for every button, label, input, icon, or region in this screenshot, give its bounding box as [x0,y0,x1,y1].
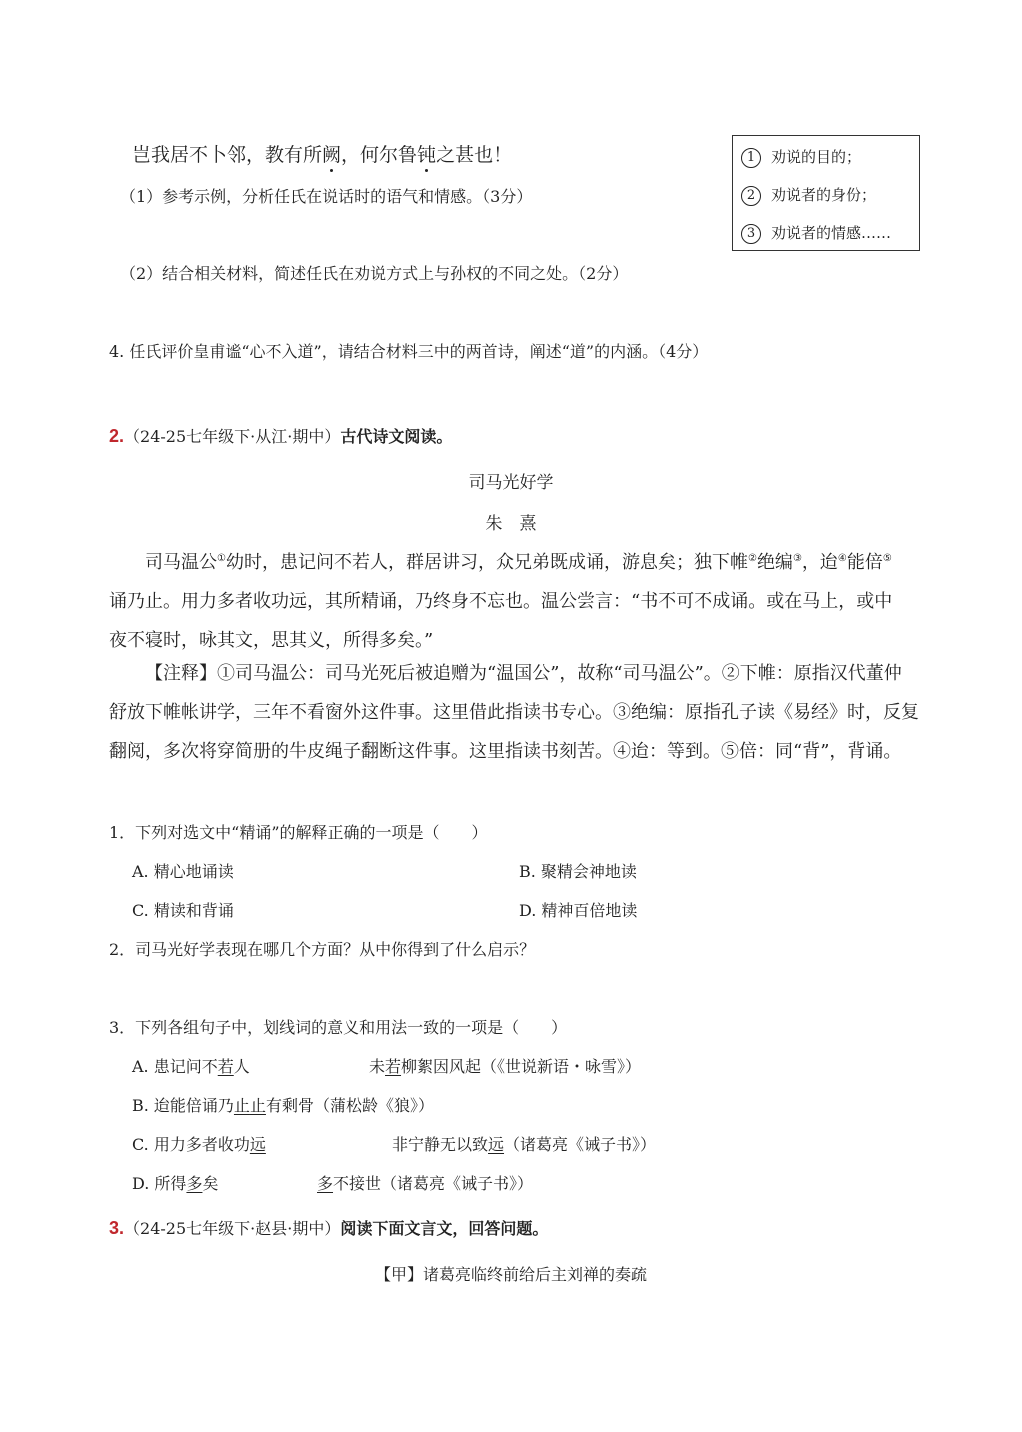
question-1-1: （1）参考示例，分析任氏在说话时的语气和情感。（3分） [120,187,533,206]
q3-option-a-left: A. 患记问不若人 [132,1057,250,1076]
section-3-header [109,1216,548,1239]
hint-item-3 [741,222,891,244]
hint-text-2: 劝说者的身份； [771,186,877,204]
passage-author: 朱 熹 [485,514,537,534]
circle-number-3: 3 [741,224,761,244]
q3-option-c-left: C. 用力多者收功远 [132,1135,266,1154]
passage-body [109,539,919,660]
passage-line-3: 夜不寝时，咏其文，思其义，所得多矣。” [109,630,434,651]
hint-box [732,135,920,251]
passage-line-1: 司马温公①幼时，患记问不若人，群居讲习，众兄弟既成诵，游息矣；独下帷②绝编③，迨④能倍⑤ [145,552,892,573]
quote-text-1: 岂我居不卜邻，教有所 [132,144,323,166]
question-4: 4. 任氏评价皇甫谧“心不入道”，请结合材料三中的两首诗，阐述“道”的内涵。（4分） [109,342,709,361]
quote-text-3: 之甚也！ [436,144,513,166]
passage-line-2: 诵乃止。用力多者收功远，其所精诵，乃终身不忘也。温公尝言：“书不可不成诵。或在马上，或中 [109,591,893,612]
hint-text-1: 劝说的目的； [771,148,862,166]
option-c: C. 精读和背诵 [132,901,234,920]
quote-dotted-char-2: 钝 [417,144,437,166]
q3-option-a-right: 未若柳絮因风起（《世说新语・咏雪》） [369,1057,642,1076]
section-3-source: （24-25七年级下·赵县·期中） [124,1219,341,1238]
option-a: A. 精心地诵读 [132,862,234,881]
section-3-number: 3. [109,1218,125,1238]
passage-title: 司马光好学 [468,473,554,493]
section-2-question-1: 1．下列对选文中“精诵”的解释正确的一项是（ ） [109,823,488,842]
section-3-heading: 阅读下面文言文，回答问题。 [340,1219,549,1238]
hint-item-2 [741,184,876,206]
circle-number-1: 1 [741,148,761,168]
quote-text-2: ，何尔鲁 [341,144,418,166]
question-1-2: （2）结合相关材料，简述任氏在劝说方式上与孙权的不同之处。（2分） [120,264,629,283]
section-2-question-2: 2．司马光好学表现在哪几个方面？从中你得到了什么启示？ [109,940,536,959]
section-2-number: 2. [109,426,125,446]
section-2-question-3: 3．下列各组句子中，划线词的意义和用法一致的一项是（ ） [109,1018,568,1037]
q3-option-d-right: 多不接世（诸葛亮《诫子书》） [317,1174,534,1193]
hint-item-1 [741,146,861,168]
section-2-source: （24-25七年级下·从江·期中） [124,427,341,446]
q3-option-c-right: 非宁静无以致远（诸葛亮《诫子书》） [392,1135,657,1154]
hint-text-3: 劝说者的情感…… [771,224,892,242]
quote-line [132,140,512,167]
passage-notes: 【注释】①司马温公：司马光死后被追赠为“温国公”，故称“司马温公”。②下帷：原指汉代董仲舒放下帷帐讲学，三年不看窗外这件事。这里借此指读书专心。③绝编：原指孔子读《易经》时，反复翻阅，多次将穿简册的牛皮绳子翻断这件事。这里指读书刻苦。④迨：等到。⑤倍：同“背”，背诵。 [109,663,919,762]
q3-option-d-left: D. 所得多矣 [132,1174,219,1193]
quote-dotted-char-1: 阙 [322,144,342,166]
section-2-heading: 古代诗文阅读。 [340,427,453,446]
option-d: D. 精神百倍地读 [519,901,638,920]
q3-option-b: B. 迨能倍诵乃止止有剩骨（蒲松龄《狼》） [132,1096,434,1115]
section-2-header [109,424,452,447]
circle-number-2: 2 [741,186,761,206]
section-3-subtitle: 【甲】诸葛亮临终前给后主刘禅的奏疏 [374,1265,647,1284]
option-b: B. 聚精会神地读 [519,862,637,881]
